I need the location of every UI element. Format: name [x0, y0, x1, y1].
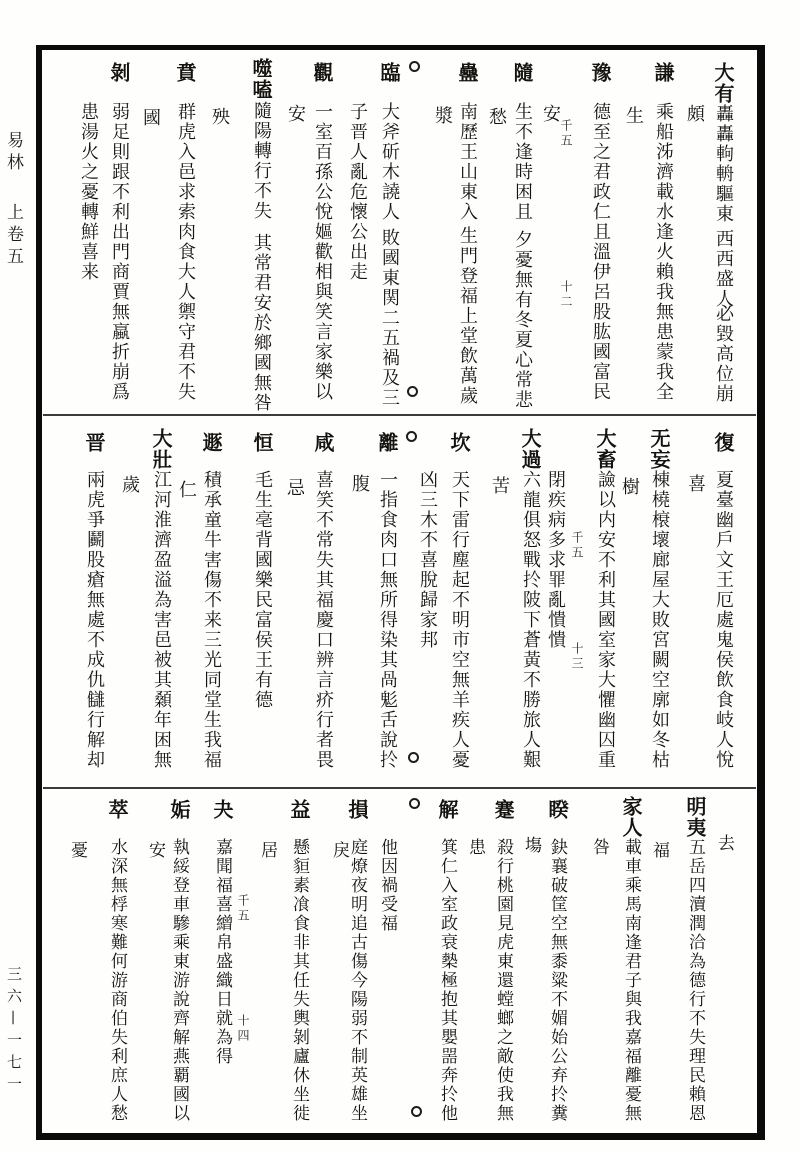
verse-continuation: 戾 [329, 841, 349, 860]
verse-text: 南歷王山東入 [457, 102, 478, 222]
verse-continuation: 喜 [685, 474, 706, 494]
verse-text: 弱足則跟不利出門商賈無蠃折崩爲 [109, 102, 130, 402]
hexagram-name: 萃 [105, 799, 129, 820]
verse-text: 敗國東関二五禍及三 [379, 228, 400, 408]
verse-continuation: 福 [649, 841, 669, 860]
verse-continuation: 去 [714, 834, 734, 853]
verse-text: 喜笑不常失其福慶口辨言疥行者畏 [313, 470, 334, 770]
verse-text: 兩虎爭鬬股瘡無處不成仇讎行解却 [84, 470, 105, 770]
hexagram-name: 家人 [619, 796, 643, 838]
verse-text: 庭燎夜明追古傷今陽弱不制英雄坐 [347, 838, 367, 1123]
verse-text: 德至之君政仁且溫伊呂股肱國富民 [590, 102, 611, 402]
verse-continuation: 居 [257, 841, 277, 860]
hexagram-name: 謙 [651, 62, 675, 83]
verse-continuation: 漿 [432, 106, 453, 126]
verse-text: 必毀高位崩 [713, 304, 734, 404]
hexagram-name: 坎 [447, 432, 471, 453]
verse-continuation: 生 [623, 106, 644, 126]
verse-text: 夏臺幽戶文王厄處鬼侯飲食岐人悅 [713, 470, 734, 770]
hexagram-name: 睽 [545, 799, 569, 820]
verse-text: 生不逢時困且 [512, 102, 533, 222]
hexagram-name: 解 [435, 799, 459, 820]
verse-text: 六龍俱怒戰扵陂下蒼黃不勝旅人艱 [520, 470, 541, 770]
verse-text: 執綏登車驂乘東游說齊解燕覇國以 [169, 838, 189, 1123]
collation-note: 十四 [236, 1014, 250, 1044]
verse-text: 載車乘馬南逢君子與我嘉福離憂無 [621, 838, 641, 1123]
verse-continuation: 安 [285, 104, 306, 124]
section-marker-circle [411, 1106, 422, 1117]
verse-continuation: 閉疾病多求罪亂憒憒 [545, 470, 566, 650]
verse-text: 棟橈榱壞廊屋大敗宮闕空廓如冬枯 [649, 470, 670, 770]
collation-note: 十三 [570, 642, 584, 672]
verse-continuation: 患湯火之憂轉鮮喜来 [78, 102, 99, 282]
verse-continuation: 子晋人亂危懷公出走 [347, 102, 368, 282]
collation-note: 千五 [559, 119, 573, 149]
verse-text: 殺行桃園見虎東還螳螂之敵使我無 [493, 838, 513, 1123]
hexagram-name: 无妄 [647, 428, 671, 470]
hexagram-name: 蠱 [455, 62, 479, 83]
hexagram-name: 觀 [310, 62, 334, 83]
hexagram-name: 大畜 [593, 428, 617, 470]
verse-text: 轟轟軥輈驅東 [713, 104, 734, 224]
margin-book-title: 易林 [3, 131, 23, 175]
hexagram-name: 大過 [518, 428, 542, 470]
hexagram-name: 益 [287, 799, 311, 820]
section-marker-circle [406, 431, 417, 442]
verse-continuation: 安 [540, 104, 561, 124]
verse-text: 乘船泲濟載水逢火賴我無患蒙我全 [653, 102, 674, 402]
verse-text: 其常君安於鄉國無咎 [251, 233, 272, 413]
verse-text: 隨陽轉行不失 [251, 101, 272, 221]
hexagram-name: 臨 [377, 62, 401, 83]
hexagram-name: 夬 [210, 799, 234, 820]
verse-continuation: 咎 [589, 838, 609, 857]
hexagram-name: 豫 [588, 62, 612, 83]
verse-text: 西西盛人 [713, 229, 734, 309]
section-marker-circle [408, 752, 419, 763]
verse-continuation: 憂 [67, 841, 87, 860]
verse-continuation: 塲 [521, 836, 541, 855]
register-divider-bottom [43, 787, 756, 789]
section-marker-circle [409, 798, 420, 809]
hexagram-name: 姤 [167, 799, 191, 820]
verse-continuation: 仁 [176, 480, 197, 500]
verse-continuation: 歲 [119, 475, 140, 495]
verse-text: 生門登福上堂飲萬歲 [457, 226, 478, 406]
verse-text: 一指食肉口無所得染其咼鬽舌說扵 [377, 470, 398, 770]
margin-volume-label: 上卷五 [3, 203, 23, 269]
verse-continuation: 忌 [284, 478, 305, 498]
verse-continuation: 愁 [486, 107, 507, 127]
verse-text: 一室百孫公悅嫗歡相與笑言家樂以 [312, 102, 333, 402]
section-marker-circle [407, 386, 418, 397]
verse-continuation: 國 [140, 108, 161, 128]
collation-note: 千五 [236, 894, 250, 924]
hexagram-name: 大壯 [149, 428, 173, 470]
hexagram-name: 蹇 [491, 799, 515, 820]
collation-note: 千五 [570, 531, 584, 561]
verse-continuation: 凶三木不喜脫歸家邦 [417, 470, 438, 650]
verse-continuation: 患 [465, 838, 485, 857]
hexagram-name: 噬嗑 [249, 58, 273, 100]
verse-continuation: 腹 [349, 474, 370, 494]
verse-text: 毛生亳背國樂民富侯王有德 [252, 470, 273, 710]
section-marker-circle [409, 61, 420, 72]
verse-text: 五岳四瀆潤洽為德行不失理民賴恩 [685, 838, 705, 1123]
hexagram-name: 大有 [711, 62, 735, 104]
verse-text: 懸貆素飡食非其任失輿剝廬休坐徙 [289, 838, 309, 1123]
hexagram-name: 賁 [173, 62, 197, 83]
verse-text: 積承童牛害傷不来三光同堂生我福 [201, 470, 222, 770]
hexagram-name: 隨 [510, 62, 534, 83]
verse-text: 嘉聞福喜繒帛盛織日就為得 [212, 838, 232, 1066]
verse-text: 群虎入邑求索肉食大人禦守君不失 [175, 102, 196, 402]
hexagram-name: 離 [375, 432, 399, 453]
hexagram-name: 恒 [250, 432, 274, 453]
verse-text: 水深無桴寒難何游商伯失利庶人愁 [107, 838, 127, 1123]
verse-continuation: 殃 [209, 107, 230, 127]
hexagram-name: 咸 [311, 432, 335, 453]
verse-continuation: 苦 [489, 476, 510, 496]
verse-continuation: 安 [145, 841, 165, 860]
verse-text: 箕仁入室政衰槷極抱其嬰噐奔扵他 [437, 838, 457, 1123]
verse-text: 大斧斫木譊人 [379, 102, 400, 222]
hexagram-name: 剝 [107, 62, 131, 83]
hexagram-name: 復 [711, 432, 735, 453]
verse-text: 夕憂無有冬夏心常悲 [512, 230, 533, 410]
verse-text: 鈌襄破筐空無黍粱不媚始公弃扵糞 [547, 838, 567, 1123]
verse-continuation: 樹 [619, 477, 640, 497]
verse-text: 譣以内安不利其國室家大懼幽囚重 [595, 470, 616, 770]
hexagram-name: 明夷 [683, 796, 707, 838]
verse-text: 江河淮濟盈溢為害邑被其顙年困無 [151, 470, 172, 770]
hexagram-name: 損 [345, 799, 369, 820]
verse-continuation: 頗 [684, 104, 705, 124]
verse-continuation: 他因禍受福 [377, 838, 397, 933]
register-divider-top [43, 414, 756, 416]
hexagram-name: 遯 [199, 432, 223, 453]
hexagram-name: 晋 [82, 432, 106, 453]
collation-note: 十二 [559, 280, 573, 310]
margin-page-number: 三六—一七一 [5, 966, 23, 1098]
verse-text: 天下雷行塵起不明市空無羊疾人憂 [449, 470, 470, 770]
